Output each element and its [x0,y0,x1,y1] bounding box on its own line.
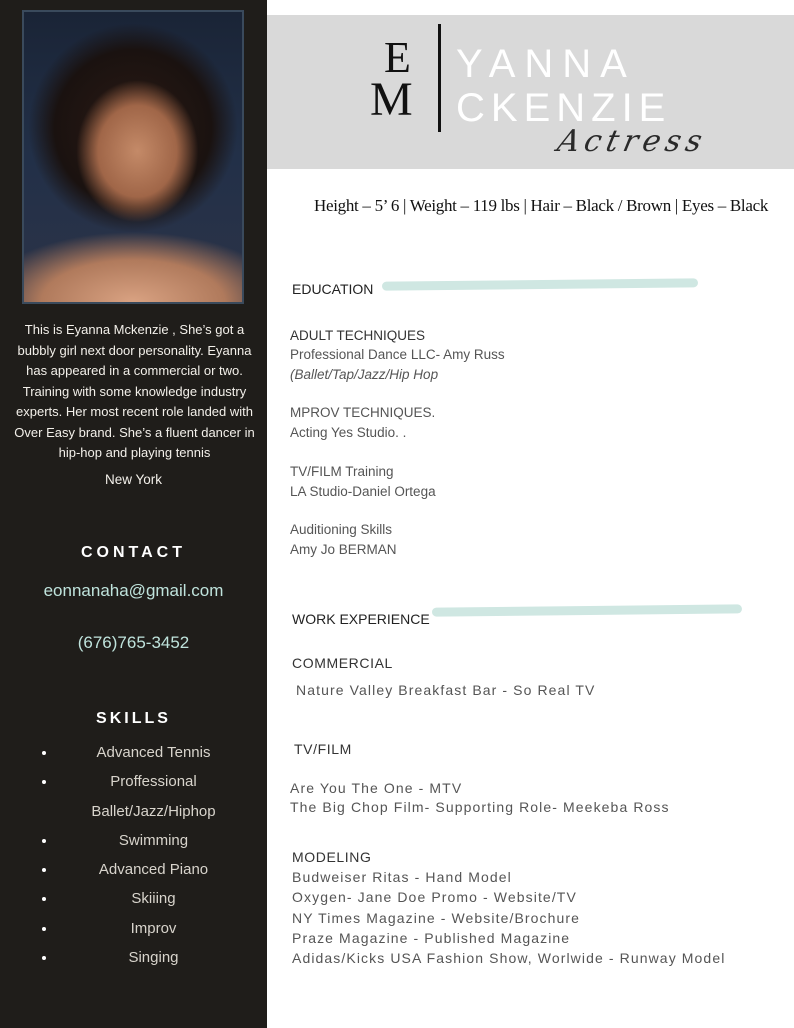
education-line: Professional Dance LLC- Amy Russ [290,347,505,362]
contact-heading: CONTACT [80,544,187,561]
bullet-icon [42,780,46,784]
education-brush-stroke [382,278,698,290]
phone-number[interactable]: (676)765-3452 [77,633,190,652]
skill-item: Ballet/Jazz/Hiphop [91,802,216,820]
education-line: Auditioning Skills [290,522,393,537]
skill-item: Proffessional [0,767,267,796]
monogram-m: M [370,73,413,126]
work-heading: WORK EXPERIENCE [292,611,430,627]
tvfilm-item: Are You The One - MTV [290,780,463,796]
education-line: LA Studio-Daniel Ortega [290,484,436,499]
modeling-item: Adidas/Kicks USA Fashion Show, Worlwide - Runway Model [292,950,726,966]
tvfilm-heading: TV/FILM [294,741,352,757]
tvfilm-item: The Big Chop Film- Supporting Role- Meekeba Ross [290,799,670,815]
last-name: CKENZIE [456,86,672,130]
education-line: MPROV TECHNIQUES. [290,405,436,420]
bullet-icon [42,897,46,901]
skill-item: Advanced Piano [0,855,267,884]
profile-photo [22,10,244,304]
bullet-icon [42,839,46,843]
education-line: Amy Jo BERMAN [290,542,397,557]
education-line: TV/FILM Training [290,464,394,479]
email-link[interactable]: eonnanaha@gmail.com [43,581,224,600]
modeling-item: Budweiser Ritas - Hand Model [292,869,512,885]
commercial-heading: COMMERCIAL [292,655,393,671]
commercial-item: Nature Valley Breakfast Bar - So Real TV [296,682,596,698]
skills-heading: SKILLS [96,710,171,727]
skill-item: Advanced Tennis [0,738,267,767]
monogram-e: E [384,33,411,82]
skill-item: Swimming [0,826,267,855]
bullet-icon [42,751,46,755]
first-name: YANNA [456,42,636,86]
bullet-icon [42,927,46,931]
education-heading: EDUCATION [292,281,374,297]
education-line: Acting Yes Studio. . [290,425,407,440]
education-line: (Ballet/Tap/Jazz/Hip Hop [290,367,439,382]
bio-text: This is Eyanna Mckenzie , She’s got a bubbly girl next door personality. Eyanna has appeared in a commercial or two. Training with some knowledge industry experts. Her most recent role landed with Over Easy brand. She’s a fluent dancer in hip-hop and playing tennis [14,322,255,460]
work-brush-stroke [432,604,742,616]
monogram-divider [438,24,441,132]
modeling-item: Oxygen- Jane Doe Promo - Website/TV [292,889,577,905]
skill-item: Skiiing [0,884,267,913]
education-line: ADULT TECHNIQUES [290,328,426,343]
skills-list [0,738,267,972]
bullet-icon [42,868,46,872]
modeling-item: NY Times Magazine - Website/Brochure [292,910,581,926]
bullet-icon [42,956,46,960]
role-script: Actress [554,124,711,159]
modeling-heading: MODELING [292,849,372,865]
location: New York [104,472,163,487]
skill-item: Singing [0,943,267,972]
sidebar [0,0,267,1028]
physical-stats: Height – 5’ 6 | Weight – 119 lbs | Hair – Black / Brown | Eyes – Black [314,196,769,215]
skill-item: Improv [0,914,267,943]
modeling-item: Praze Magazine - Published Magazine [292,930,571,946]
